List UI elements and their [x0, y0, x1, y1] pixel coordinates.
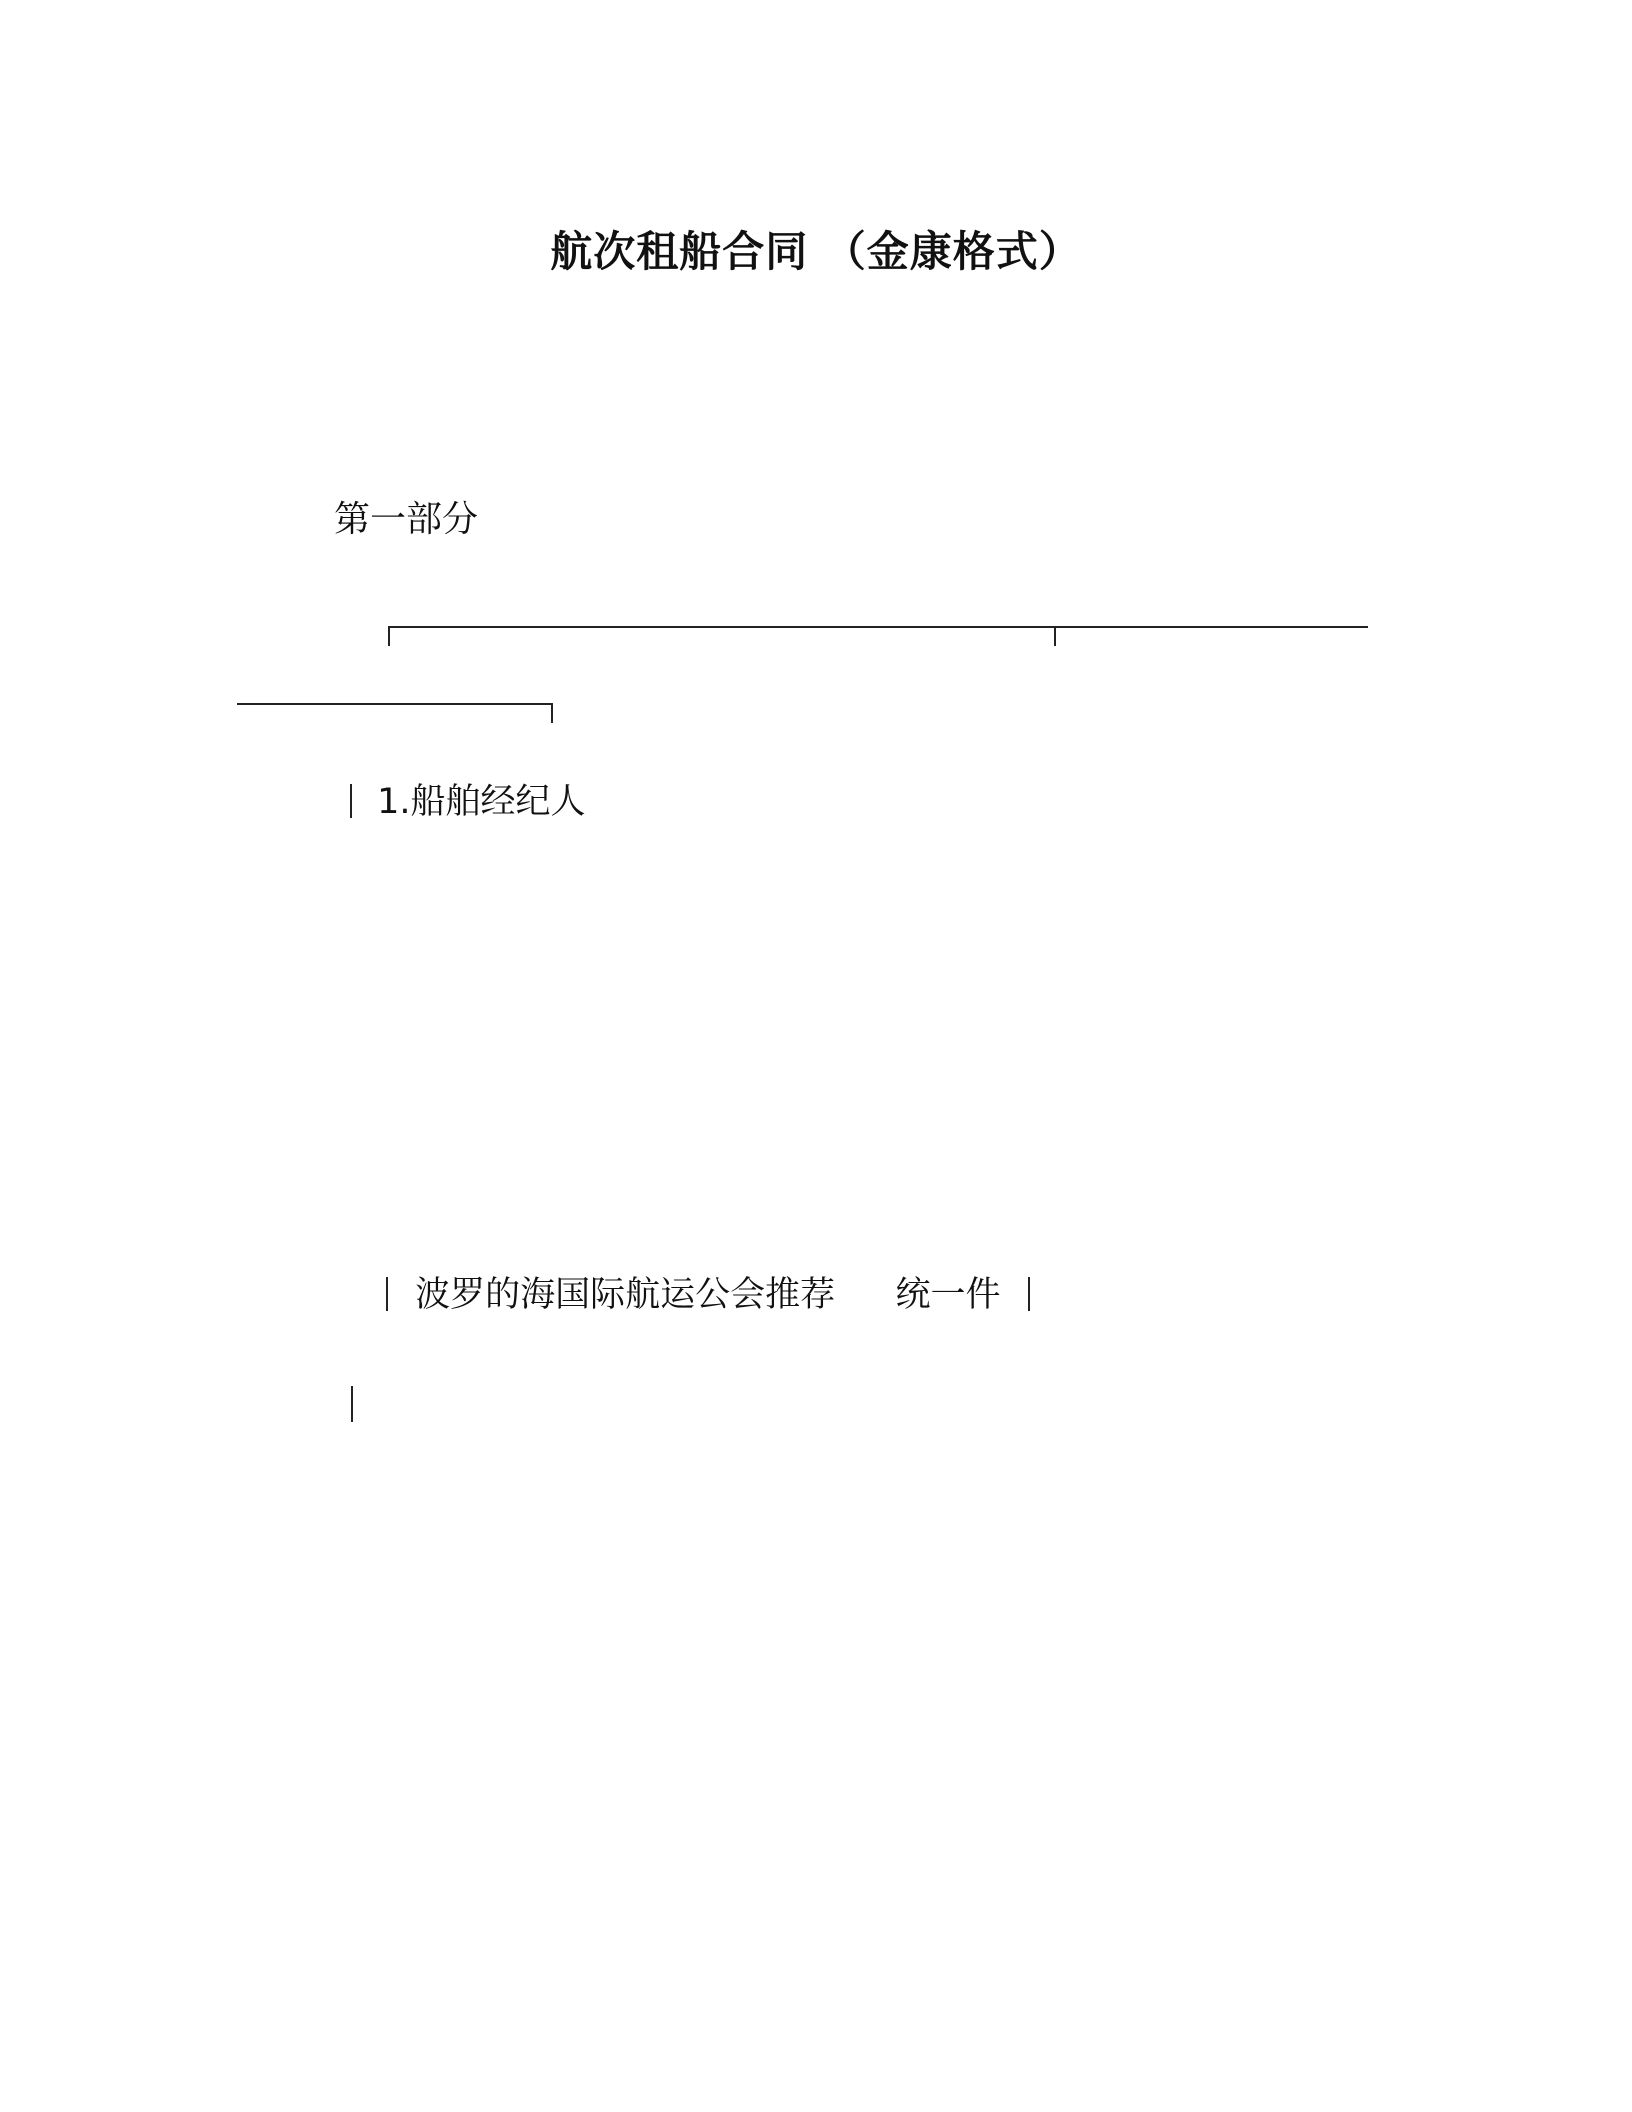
form-left-tick [388, 626, 390, 646]
field-divider [350, 784, 352, 818]
form-top-rule [388, 626, 1368, 628]
issuer-text-a: 波罗的海国际航运公会推荐 [415, 1275, 836, 1315]
issuer-right-divider [1028, 1277, 1030, 1311]
issuer-line [386, 1270, 1030, 1320]
document-title: 航次租船合同 （金康格式） [550, 227, 1082, 276]
issuer-text-b: 统一件 [895, 1275, 1001, 1315]
form-mid-tick [1054, 626, 1056, 646]
issuer-left-divider [386, 1277, 388, 1311]
field-ship-broker-label: 1.船舶经纪人 [377, 782, 586, 822]
part-heading: 第一部分 [334, 499, 479, 540]
field-ship-broker [350, 777, 586, 827]
form-second-rule [237, 703, 553, 705]
form-second-tick [551, 703, 553, 723]
trailing-divider [351, 1386, 353, 1422]
